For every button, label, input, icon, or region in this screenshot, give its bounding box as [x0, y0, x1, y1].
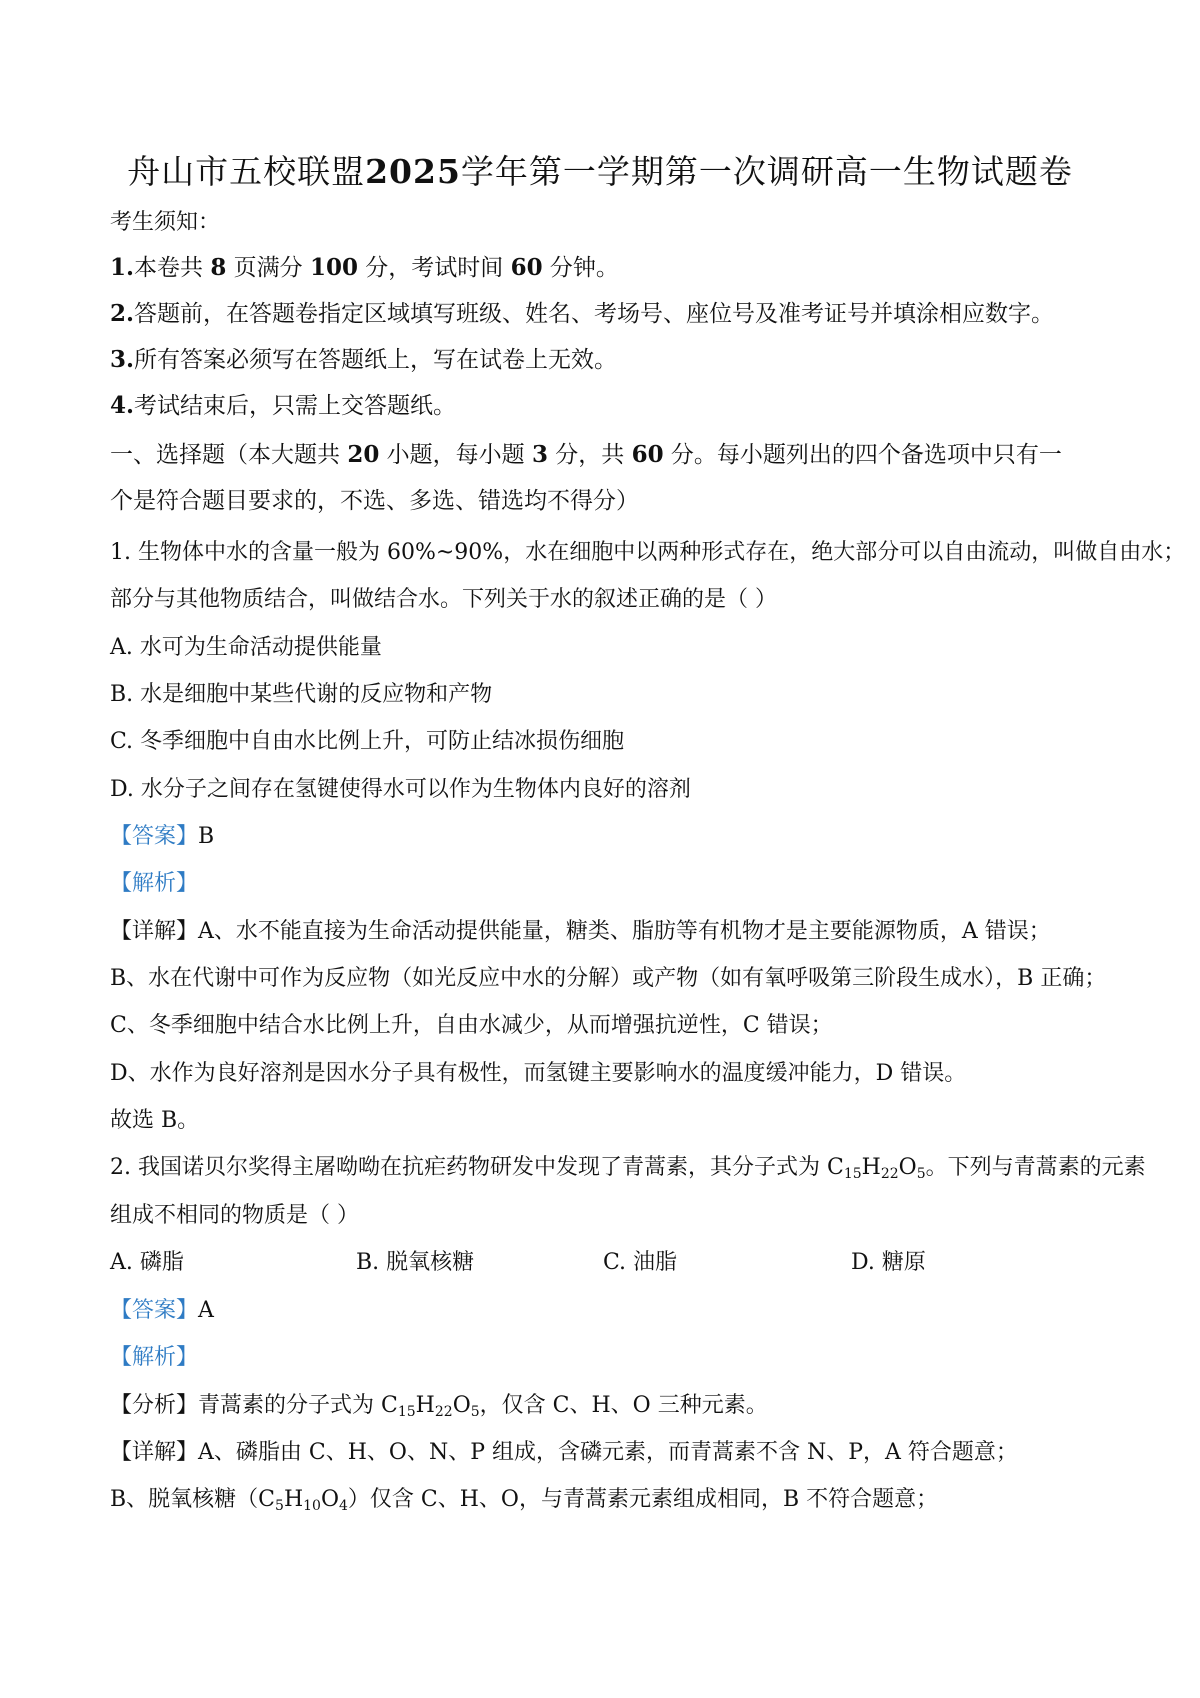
notice-item-1: 1.本卷共 8 页满分 100 分，考试时间 60 分钟。: [110, 254, 619, 281]
q1-detail-line-3: C、冬季细胞中结合水比例上升，自由水减少，从而增强抗逆性，C 错误；: [110, 1013, 833, 1038]
q2-option-d: D. 糖原: [851, 1250, 926, 1275]
q2-detail-line-1: 【详解】A、磷脂由 C、H、O、N、P 组成，含磷元素，而青蒿素不含 N、P，A 符合题意；: [110, 1440, 1018, 1465]
q1-stem-line-2: 部分与其他物质结合，叫做结合水。下列关于水的叙述正确的是（ ）: [110, 587, 777, 612]
q2-stem-line-1: 2. 我国诺贝尔奖得主屠呦呦在抗疟药物研发中发现了青蒿素，其分子式为 $C_{15}H_{22}O_5$。下列与青蒿素的元素: [110, 1155, 1146, 1182]
q1-stem-line-1: 1. 生物体中水的含量一般为 60%~90%，水在细胞中以两种形式存在，绝大部分可以自由流动，叫做自由水；: [110, 540, 1186, 565]
q1-detail-line-2: B、水在代谢中可作为反应物（如光反应中水的分解）或产物（如有氧呼吸第三阶段生成水），B 正确；: [110, 966, 1107, 991]
notice-item-4: 4.考试结束后，只需上交答题纸。: [110, 392, 457, 419]
q1-detail-line-1: 【详解】A、水不能直接为生命活动提供能量，糖类、脂肪等有机物才是主要能源物质，A 错误；: [110, 919, 1051, 944]
q2-option-c: C. 油脂: [603, 1250, 678, 1275]
q1-option-c: C. 冬季细胞中自由水比例上升，可防止结冰损伤细胞: [110, 729, 625, 754]
q2-analysis-tag: 【解析】: [110, 1345, 199, 1370]
q2-option-a: A. 磷脂: [110, 1250, 184, 1275]
section-heading-line-2: 个是符合题目要求的，不选、多选、错选均不得分）: [110, 488, 639, 514]
q1-detail-line-4: D、水作为良好溶剂是因水分子具有极性，而氢键主要影响水的温度缓冲能力，D 错误。: [110, 1061, 967, 1086]
q1-option-d: D. 水分子之间存在氢键使得水可以作为生物体内良好的溶剂: [110, 777, 691, 802]
q2-stem-line-2: 组成不相同的物质是（ ）: [110, 1203, 359, 1228]
notice-item-3: 3.所有答案必须写在答题纸上，写在试卷上无效。: [110, 346, 618, 373]
q1-answer: 【答案】B: [110, 824, 215, 849]
q2-detail-line-2: B、脱氧核糖$(C_5H_{10}O_4)$仅含 C、H、O，与青蒿素元素组成相同，B 不符合题意；: [110, 1487, 939, 1514]
q1-conclusion: 故选 B。: [110, 1108, 200, 1133]
q2-option-b: B. 脱氧核糖: [356, 1250, 475, 1275]
q1-analysis-tag: 【解析】: [110, 871, 199, 896]
section-heading-line-1: 一、选择题（本大题共 20 小题，每小题 3 分，共 60 分。每小题列出的四个备选项中只有一: [110, 441, 1062, 468]
notice-heading: 考生须知：: [110, 210, 221, 235]
answer-tag: 【答案】: [110, 1298, 199, 1323]
q1-option-a: A. 水可为生命活动提供能量: [110, 635, 382, 660]
q2-answer: 【答案】A: [110, 1298, 214, 1323]
notice-item-2: 2.答题前，在答题卷指定区域填写班级、姓名、考场号、座位号及准考证号并填涂相应数字。: [110, 300, 1055, 327]
q2-analyze-line: 【分析】青蒿素的分子式为 $C_{15}H_{22}O_5$，仅含 C、H、O 三种元素。: [110, 1393, 768, 1420]
page-title: 舟山市五校联盟2025学年第一学期第一次调研高一生物试题卷: [127, 152, 1073, 191]
q1-option-b: B. 水是细胞中某些代谢的反应物和产物: [110, 682, 493, 707]
answer-tag: 【答案】: [110, 824, 199, 849]
